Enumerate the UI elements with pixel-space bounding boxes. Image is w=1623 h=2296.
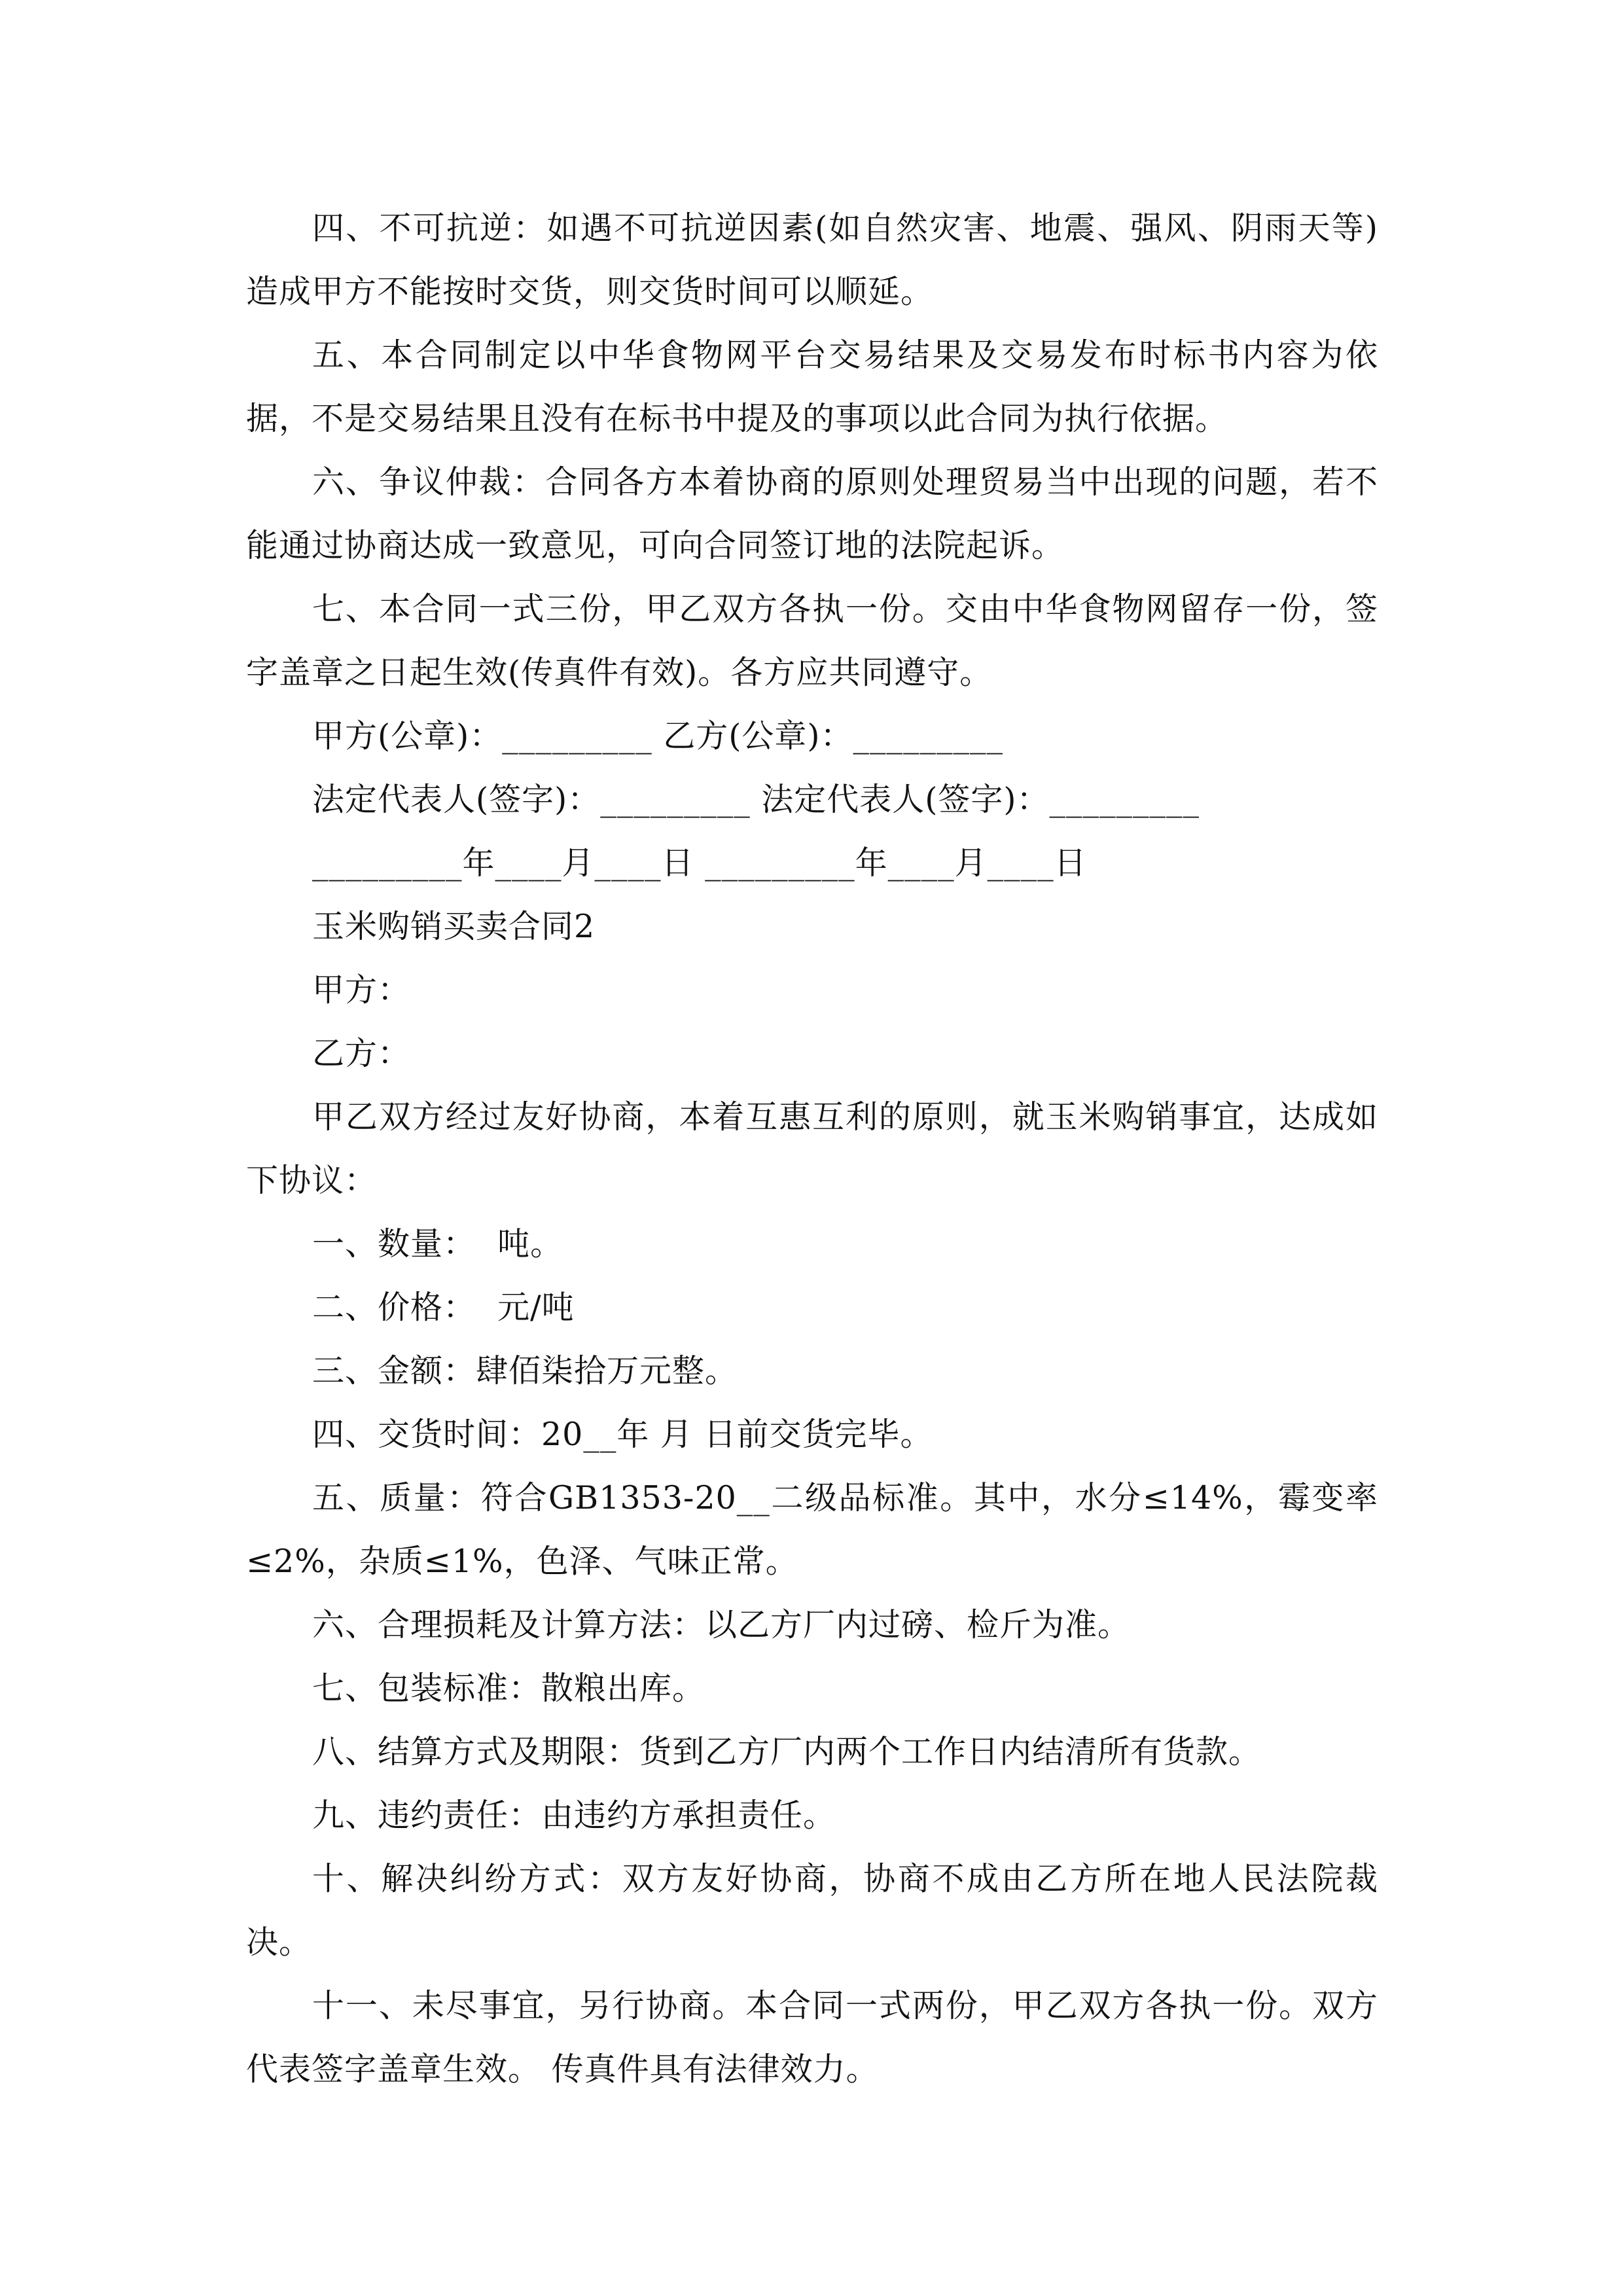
clause-delivery-time: 四、交货时间：20__年 月 日前交货完毕。 (312, 1416, 933, 1453)
party-a-line: 甲方： (312, 971, 411, 1009)
clause-basis: 五、本合同制定以中华食物网平台交易结果及交易发布时标书内容为依据，不是交易结果且没有在标书中提及的事项以此合同为执行依据。 (246, 336, 1378, 437)
signature-seal-line: 甲方(公章)：_________ 乙方(公章)：_________ (312, 717, 1004, 755)
clause-force-majeure: 四、不可抗逆：如遇不可抗逆因素(如自然灾害、地震、强风、阴雨天等)造成甲方不能按时交货，则交货时间可以顺延。 (246, 209, 1378, 310)
signature-representative-line: 法定代表人(签字)：_________ 法定代表人(签字)：_________ (312, 781, 1200, 818)
party-b-line: 乙方： (312, 1035, 411, 1072)
contract-2-preamble: 甲乙双方经过友好协商，本着互惠互利的原则，就玉米购销事宜，达成如下协议： (246, 1098, 1378, 1199)
contract-2-title: 玉米购销买卖合同2 (312, 908, 596, 945)
clause-packaging: 七、包装标准：散粮出库。 (312, 1670, 705, 1707)
clause-misc: 十一、未尽事宜，另行协商。本合同一式两份，甲乙双方各执一份。双方代表签字盖章生效。 传真件具有法律效力。 (246, 1987, 1378, 2088)
clause-settlement: 八、结算方式及期限：货到乙方厂内两个工作日内结清所有货款。 (312, 1733, 1262, 1770)
clause-liability: 九、违约责任：由违约方承担责任。 (312, 1797, 836, 1834)
clause-arbitration: 六、争议仲裁：合同各方本着协商的原则处理贸易当中出现的问题，若不能通过协商达成一致意见，可向合同签订地的法院起诉。 (246, 463, 1378, 564)
signature-date-line: _________年____月____日 _________年____月____日 (312, 844, 1087, 882)
clause-loss: 六、合理损耗及计算方法：以乙方厂内过磅、检斤为准。 (312, 1606, 1131, 1643)
clause-dispute: 十、解决纠纷方式：双方友好协商，协商不成由乙方所在地人民法院裁决。 (246, 1860, 1378, 1961)
clause-price: 二、价格： 元/吨 (312, 1289, 575, 1326)
document-body (246, 196, 1378, 2101)
clause-amount: 三、金额：肆佰柒拾万元整。 (312, 1352, 738, 1390)
clause-quantity: 一、数量： 吨。 (312, 1225, 563, 1263)
clause-copies: 七、本合同一式三份，甲乙双方各执一份。交由中华食物网留存一份，签字盖章之日起生效(传真件有效)。各方应共同遵守。 (246, 590, 1378, 691)
clause-quality: 五、质量：符合GB1353-20__二级品标准。其中，水分≤14%，霉变率≤2%，杂质≤1%，色泽、气味正常。 (246, 1479, 1378, 1580)
